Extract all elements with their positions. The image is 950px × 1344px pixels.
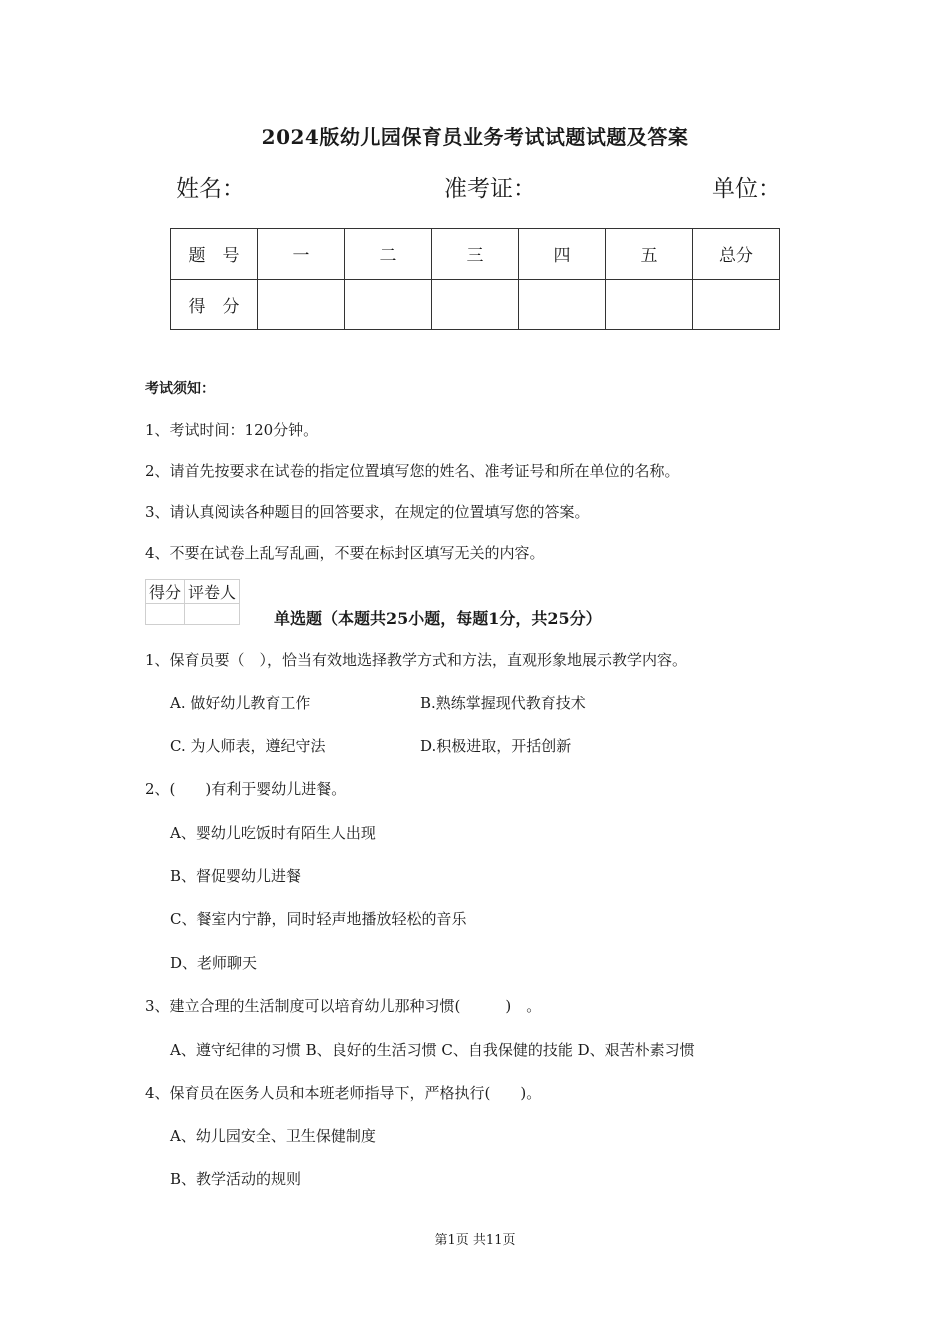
name-label: 姓名：: [176, 176, 245, 202]
question-stem: 4、保育员在医务人员和本班老师指导下，严格执行( )。: [145, 1084, 542, 1102]
option-a: A、幼儿园安全、卫生保健制度: [170, 1127, 376, 1145]
notice-heading: 考试须知：: [145, 381, 215, 397]
section-title: 单选题（本题共25小题，每题1分，共25分）: [274, 609, 602, 628]
score-blank-cell[interactable]: [345, 279, 432, 330]
score-table: [170, 228, 780, 330]
score-row-label: 得 分: [171, 279, 258, 330]
score-header-cell: 三: [432, 229, 519, 280]
option-c: C. 为人师表，遵纪守法: [170, 737, 326, 755]
option-a: A、婴幼儿吃饭时有陌生人出现: [170, 824, 376, 842]
score-header-cell: 二: [345, 229, 432, 280]
options-line: A、遵守纪律的习惯 B、良好的生活习惯 C、自我保健的技能 D、艰苦朴素习惯: [170, 1041, 695, 1059]
notice-item: 4、不要在试卷上乱写乱画，不要在标封区填写无关的内容。: [145, 544, 545, 562]
question-stem: 2、( )有利于婴幼儿进餐。: [145, 780, 347, 798]
score-blank-cell[interactable]: [606, 279, 693, 330]
option-c: C、餐室内宁静，同时轻声地播放轻松的音乐: [170, 910, 467, 928]
notice-item: 3、请认真阅读各种题目的回答要求，在规定的位置填写您的答案。: [145, 503, 590, 521]
score-header-cell: 题 号: [171, 229, 258, 280]
score-blank-cell[interactable]: [693, 279, 780, 330]
page-title: 2024版幼儿园保育员业务考试试题试题及答案: [261, 125, 689, 149]
exam-number-label: 准考证：: [444, 176, 536, 202]
grader-reviewer-label: 评卷人: [185, 580, 240, 604]
score-header-cell: 总分: [693, 229, 780, 280]
score-blank-cell[interactable]: [432, 279, 519, 330]
notice-item: 1、考试时间：120分钟。: [145, 421, 319, 439]
option-b: B、督促婴幼儿进餐: [170, 867, 302, 885]
score-table-header-row: [171, 229, 780, 280]
option-b: B.熟练掌握现代教育技术: [420, 694, 586, 712]
score-blank-cell[interactable]: [519, 279, 606, 330]
score-table-score-row: [171, 279, 780, 330]
score-header-cell: 五: [606, 229, 693, 280]
score-blank-cell[interactable]: [258, 279, 345, 330]
option-a: A. 做好幼儿教育工作: [170, 694, 311, 712]
grader-box: [145, 579, 240, 625]
page-footer: 第1页 共11页: [434, 1233, 516, 1248]
score-header-cell: 一: [258, 229, 345, 280]
grader-score-label: 得分: [146, 580, 185, 604]
score-header-cell: 四: [519, 229, 606, 280]
option-d: D.积极进取，开括创新: [420, 737, 572, 755]
notice-item: 2、请首先按要求在试卷的指定位置填写您的姓名、准考证号和所在单位的名称。: [145, 462, 680, 480]
option-b: B、教学活动的规则: [170, 1170, 302, 1188]
grader-score-blank[interactable]: [146, 604, 185, 625]
grader-reviewer-blank[interactable]: [185, 604, 240, 625]
question-stem: 3、建立合理的生活制度可以培育幼儿那种习惯( ) 。: [145, 997, 542, 1015]
unit-label: 单位：: [712, 176, 781, 202]
question-stem: 1、保育员要（ ），恰当有效地选择教学方式和方法，直观形象地展示教学内容。: [145, 651, 688, 669]
option-d: D、老师聊天: [170, 954, 258, 972]
